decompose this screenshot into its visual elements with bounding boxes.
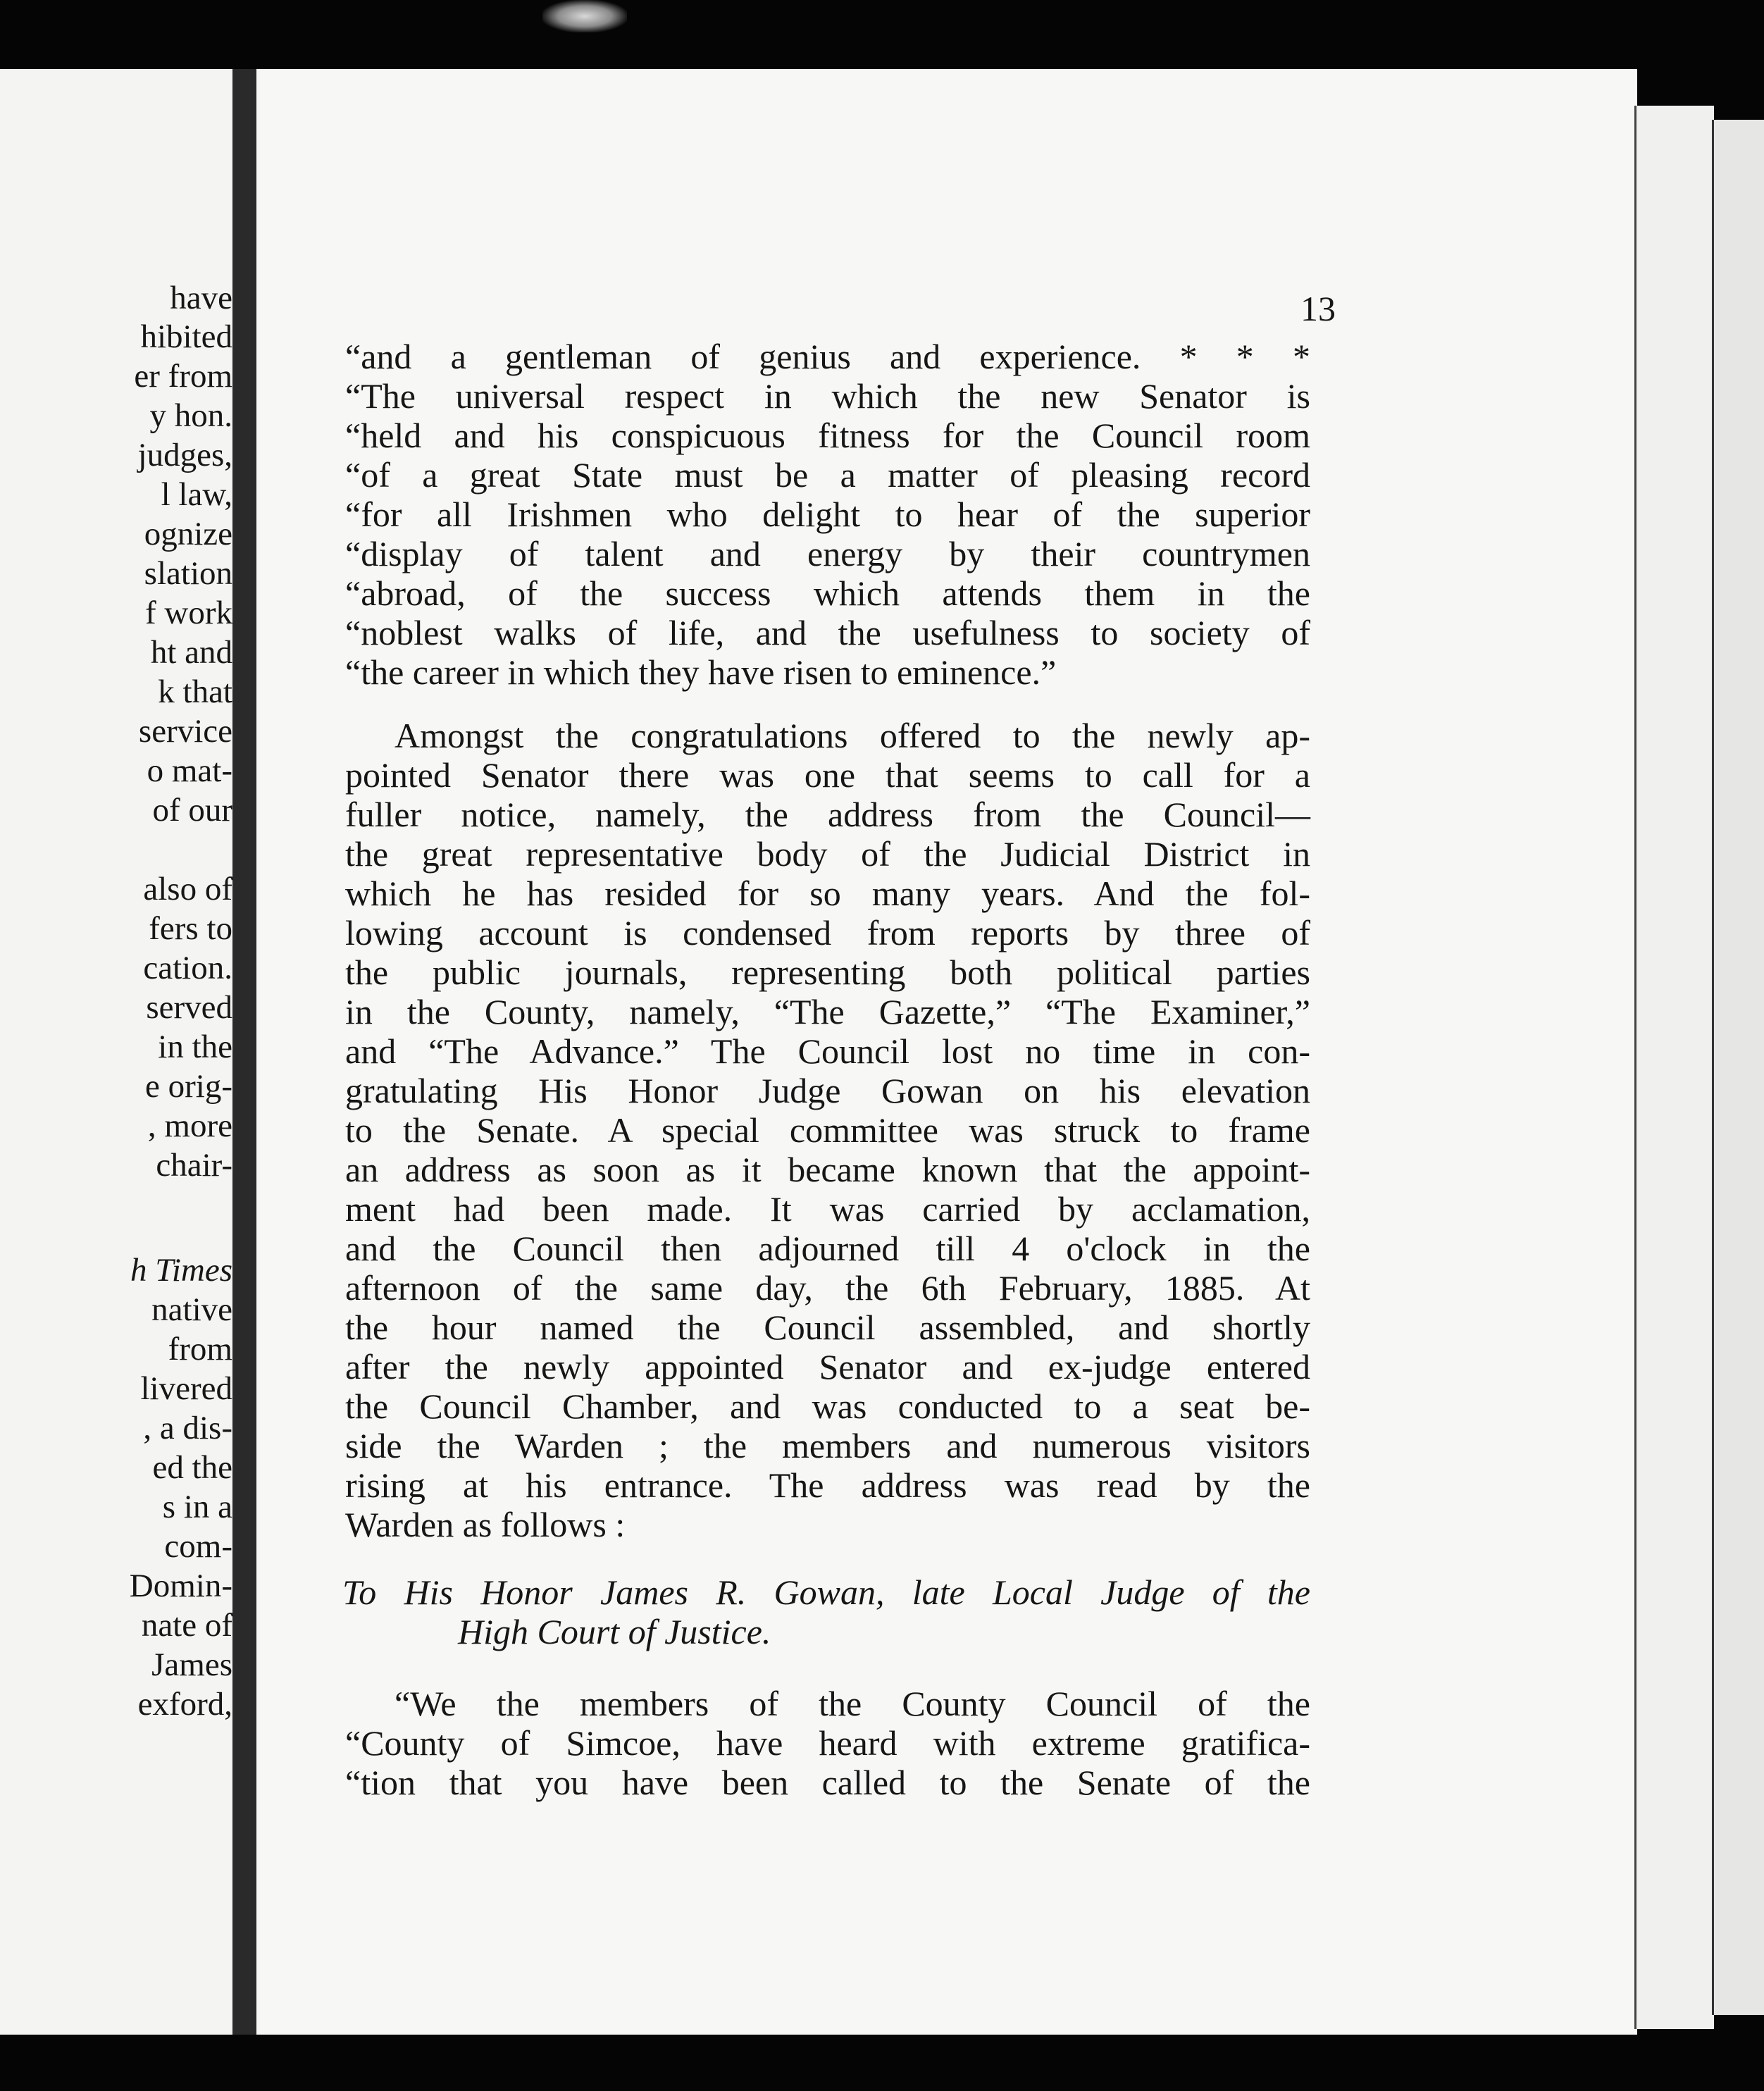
quote-line: “held and his conspicuous fitness for the Council room xyxy=(345,416,1310,455)
left-page-line: k that xyxy=(158,674,232,710)
left-page-line: livered xyxy=(140,1370,232,1407)
left-page-line: chair- xyxy=(156,1147,232,1184)
left-page-line: James xyxy=(151,1646,232,1683)
paragraph-line: afternoon of the same day, the 6th February, 1885. At xyxy=(345,1268,1310,1308)
left-page-line: ognize xyxy=(144,516,232,552)
left-page-line: judges, xyxy=(137,437,232,473)
book-gutter xyxy=(232,69,256,2035)
left-facing-page xyxy=(0,69,232,2035)
paragraph-line: and “The Advance.” The Council lost no time in con- xyxy=(345,1031,1310,1071)
paragraph-line: the Council Chamber, and was conducted to a seat be- xyxy=(345,1386,1310,1426)
page-edge-outer xyxy=(1712,120,1764,2015)
left-page-line: in the xyxy=(158,1029,232,1065)
scan-smudge xyxy=(542,0,627,32)
quote-line: “of a great State must be a matter of pleasing record xyxy=(345,455,1310,495)
page-edge xyxy=(1634,106,1714,2029)
paragraph-line: side the Warden ; the members and numerous visitors xyxy=(345,1426,1310,1465)
left-page-line: ed the xyxy=(152,1449,232,1486)
left-page-line: Domin- xyxy=(129,1568,232,1604)
paragraph-line: lowing account is condensed from reports by three of xyxy=(345,913,1310,953)
left-page-line: l law, xyxy=(161,476,232,513)
left-page-line: com- xyxy=(164,1528,232,1565)
page-number: 13 xyxy=(1300,289,1336,328)
paragraph-line: in the County, namely, “The Gazette,” “The Examiner,” xyxy=(345,992,1310,1031)
left-page-line: native xyxy=(151,1291,232,1328)
left-page-line: hibited xyxy=(140,318,232,355)
address-line: “We the members of the County Council of the xyxy=(395,1684,1310,1723)
left-page-line: , more xyxy=(147,1107,232,1144)
paragraph-line: pointed Senator there was one that seems to call for a xyxy=(345,755,1310,795)
left-page-line: of our xyxy=(152,792,232,829)
left-page-line: e orig- xyxy=(145,1068,232,1105)
left-page-line: from xyxy=(168,1331,232,1367)
quote-line: “The universal respect in which the new Senator is xyxy=(345,376,1310,416)
paragraph-line: the public journals, representing both political parties xyxy=(345,953,1310,992)
left-page-line: , a dis- xyxy=(143,1410,232,1446)
left-page-line: also of xyxy=(143,871,232,907)
left-page-line: er from xyxy=(134,358,232,395)
paragraph-line: an address as soon as it became known that the appoint- xyxy=(345,1150,1310,1189)
left-page-line: y hon. xyxy=(149,397,232,434)
left-page-line: f work xyxy=(145,595,232,631)
address-heading: To His Honor James R. Gowan, late Local Judge of the xyxy=(342,1572,1310,1612)
left-page-line: served xyxy=(146,989,232,1026)
quote-line: “for all Irishmen who delight to hear of the superior xyxy=(345,495,1310,534)
quote-line: “display of talent and energy by their countrymen xyxy=(345,534,1310,573)
address-line: “County of Simcoe, have heard with extreme gratifica- xyxy=(345,1723,1310,1763)
quote-line: “and a gentleman of genius and experience. * * * xyxy=(345,337,1310,376)
paragraph-line: fuller notice, namely, the address from the Council— xyxy=(345,795,1310,834)
quote-line: “abroad, of the success which attends them in the xyxy=(345,573,1310,613)
left-page-line: cation. xyxy=(143,950,232,986)
left-page-line: s in a xyxy=(162,1489,232,1525)
left-page-line: have xyxy=(170,280,232,316)
quote-line: “the career in which they have risen to eminence.” xyxy=(345,652,1057,692)
paragraph-line: to the Senate. A special committee was struck to frame xyxy=(345,1110,1310,1150)
left-page-line: ht and xyxy=(150,634,232,671)
paragraph-line: ment had been made. It was carried by acclamation, xyxy=(345,1189,1310,1229)
address-line: “tion that you have been called to the Senate of the xyxy=(345,1763,1310,1802)
paragraph-line: gratulating His Honor Judge Gowan on his elevation xyxy=(345,1071,1310,1110)
address-heading: High Court of Justice. xyxy=(458,1612,771,1651)
left-page-line: nate of xyxy=(141,1607,232,1644)
paragraph-line: the great representative body of the Judicial District in xyxy=(345,834,1310,874)
paragraph-line: the hour named the Council assembled, and shortly xyxy=(345,1308,1310,1347)
paragraph-line: rising at his entrance. The address was read by the xyxy=(345,1465,1310,1505)
left-page-line: h Times xyxy=(130,1252,232,1289)
left-page-line: o mat- xyxy=(147,752,232,789)
paragraph-line: Amongst the congratulations offered to the newly ap- xyxy=(395,716,1310,755)
left-page-line: fers to xyxy=(149,910,232,947)
left-page-line: service xyxy=(138,713,232,750)
left-page-line: exford, xyxy=(137,1686,232,1723)
paragraph-line: Warden as follows : xyxy=(345,1505,626,1544)
left-page-line: slation xyxy=(144,555,232,592)
paragraph-line: which he has resided for so many years. And the fol- xyxy=(345,874,1310,913)
paragraph-line: after the newly appointed Senator and ex-judge entered xyxy=(345,1347,1310,1386)
quote-line: “noblest walks of life, and the usefulness to society of xyxy=(345,613,1310,652)
paragraph-line: and the Council then adjourned till 4 o'clock in the xyxy=(345,1229,1310,1268)
